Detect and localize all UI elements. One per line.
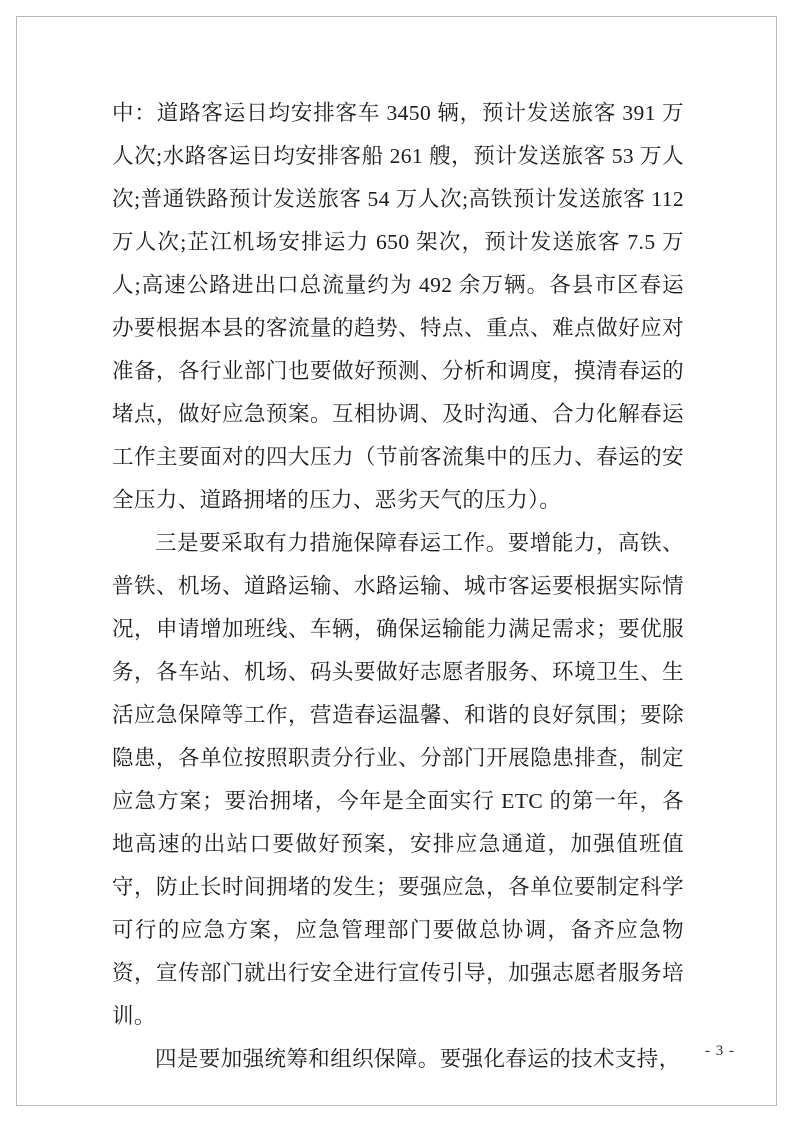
paragraph-3: 四是要加强统筹和组织保障。要强化春运的技术支持， — [155, 1047, 681, 1071]
paragraph-1: 中：道路客运日均安排客车 3450 辆，预计发送旅客 391 万人次;水路客运日均安排客船 261 艘，预计发送旅客 53 万人次;普通铁路预计发送旅客 54 万人次;高铁预计发送旅客 112 万人次;芷江机场安排运力 650 架次，预计发送旅客 7.5 万人;高速公路进出口总流量约为 492 余万辆。各县市区春运办要根据本县的客流量的趋势、特点、重点、难点做好应对准备，各行业部门也要做好预测、分析和调度，摸清春运的堵点，做好应急预案。互相协调、及时沟通、合力化解春运工作主要面对的四大压力（节前客流集中的压力、春运的安全压力、道路拥堵的压力、恶劣天气的压力）。 — [112, 101, 684, 512]
paragraph-2: 三是要采取有力措施保障春运工作。要增能力，高铁、普铁、机场、道路运输、水路运输、城市客运要根据实际情况，申请增加班线、车辆，确保运输能力满足需求；要优服务，各车站、机场、码头要做好志愿者服务、环境卫生、生活应急保障等工作，营造春运温馨、和谐的良好氛围；要除隐患，各单位按照职责分行业、分部门开展隐患排查，制定应急方案；要治拥堵，今年是全面实行 ETC 的第一年，各地高速的出站口要做好预案，安排应急通道，加强值班值守，防止长时间拥堵的发生；要强应急，各单位要制定科学可行的应急方案，应急管理部门要做总协调，备齐应急物资，宣传部门就出行安全进行宣传引导，加强志愿者服务培训。 — [112, 531, 684, 1028]
document-body — [112, 92, 684, 1081]
page-number: - 3 - — [705, 1043, 735, 1059]
